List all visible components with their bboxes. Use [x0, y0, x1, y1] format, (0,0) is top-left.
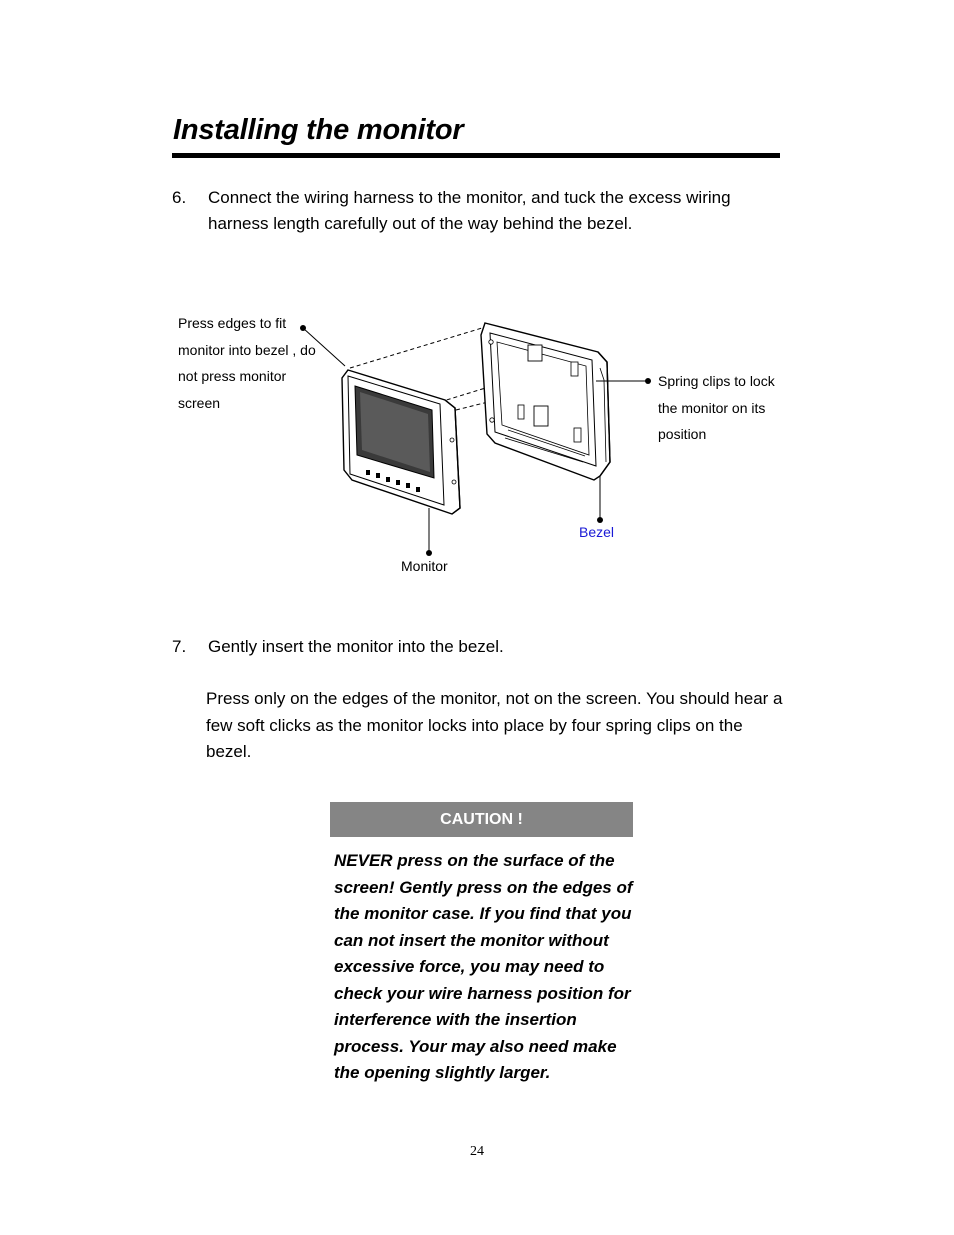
callout-bezel: Bezel	[579, 524, 615, 540]
title-underline	[172, 153, 780, 158]
callout-monitor: Monitor	[401, 558, 448, 574]
callout-press-edges: Press edges to fit monitor into bezel , do not press monitor screen	[178, 315, 316, 411]
page-number: 24	[470, 1144, 484, 1159]
step-text: Gently insert the monitor into the bezel.	[208, 637, 504, 656]
monitor-illustration	[342, 370, 460, 514]
step-number: 6.	[172, 188, 187, 207]
press-note: Press only on the edges of the monitor, not on the screen. You should hear a few soft clicks as the monitor locks into place by four spring clips on the bezel.	[206, 689, 783, 761]
callout-spring-clips: Spring clips to lock the monitor on its position	[658, 373, 775, 442]
caution-heading: CAUTION !	[330, 802, 633, 837]
page-title: Installing the monitor	[173, 114, 464, 146]
caution-body: NEVER press on the surface of the screen! Gently press on the edges of the monitor case. If you find that you can not insert the monitor without excessive force, you may need to check your wire harness position for interference with the insertion process. Your may also need make the opening slightly larger.	[334, 851, 633, 1082]
bezel-illustration	[481, 323, 610, 480]
step-text: Connect the wiring harness to the monitor, and tuck the excess wiring harness length carefully out of the way behind the bezel.	[208, 188, 731, 233]
step-number: 7.	[172, 637, 187, 656]
